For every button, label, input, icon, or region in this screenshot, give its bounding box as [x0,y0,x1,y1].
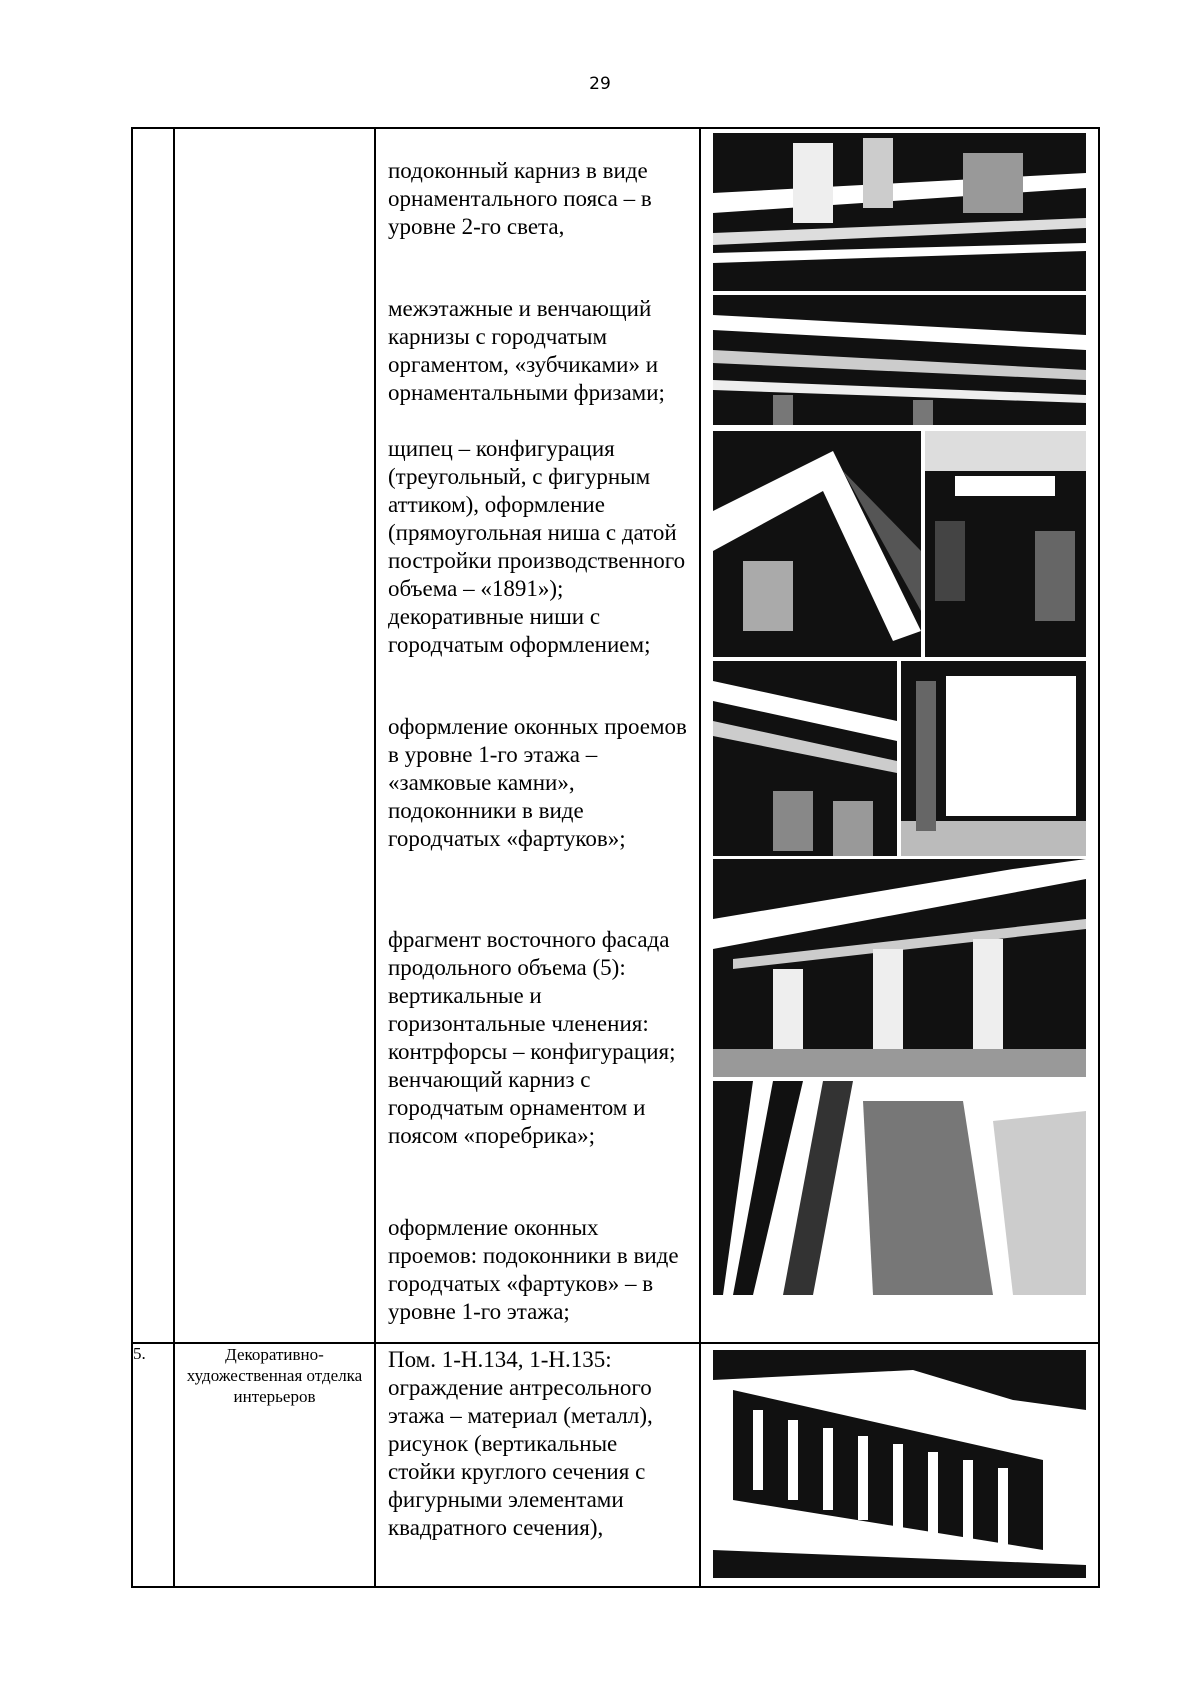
row-category [174,128,375,1343]
description-cell [375,1343,700,1587]
photo-window-sill-cornice [713,133,1086,291]
description-cell [375,128,700,1343]
row-number: 5. [132,1343,174,1587]
description-window-sill-cornice: подоконный карниз в виде орнаментального пояса – в уровне 2-го света, [388,158,652,239]
photo-gable [713,431,921,657]
photo-window-aprons [901,661,1086,856]
row-category: Декоративно-художественная отделка интерьеров [174,1343,375,1587]
description-gable: щипец – конфигурация (треугольный, с фигурным аттиком), оформление (прямоугольная ниша с датой постройки производственного объема – «1891»); декоративные ниши с городчатым оформлением; [388,436,686,657]
photo-mezzanine-railing [713,1350,1086,1578]
description-window-openings-1st-floor: оформление оконных проемов в уровне 1-го этажа – «замковые камни», подоконники в виде городчатых «фартуков»; [388,714,687,851]
photo-cell [700,1343,1099,1587]
photo-window-keystones [713,661,897,856]
description-interfloor-cornices: межэтажные и венчающий карнизы с городчатым оргаментом, «зубчиками» и орнаментальными фризами; [388,296,665,405]
description-east-facade: фрагмент восточного фасада продольного объема (5): вертикальные и горизонтальные членения: контрфорсы – конфигурация; венчающий карниз с городчатым орнаментом и поясом «поребрика»; [388,927,676,1148]
photo-gable-niche [925,431,1086,657]
row-number [132,128,174,1343]
table-row [132,1343,1099,1587]
table-row [132,128,1099,1343]
page-number: 29 [589,74,611,94]
photo-east-facade [713,859,1086,1077]
description-mezzanine-railing: Пом. 1-Н.134, 1-Н.135: ограждение антресольного этажа – материал (металл), рисунок (вертикальные стойки круглого сечения с фигурными элементами квадратного сечения), [388,1347,653,1540]
photo-cell [700,128,1099,1343]
description-window-aprons: оформление оконных проемов: подоконники в виде городчатых «фартуков» – в уровне 1-го этажа; [388,1215,679,1324]
heritage-table [131,127,1100,1588]
photo-east-facade-detail [713,1081,1086,1295]
photo-interfloor-cornices [713,295,1086,425]
